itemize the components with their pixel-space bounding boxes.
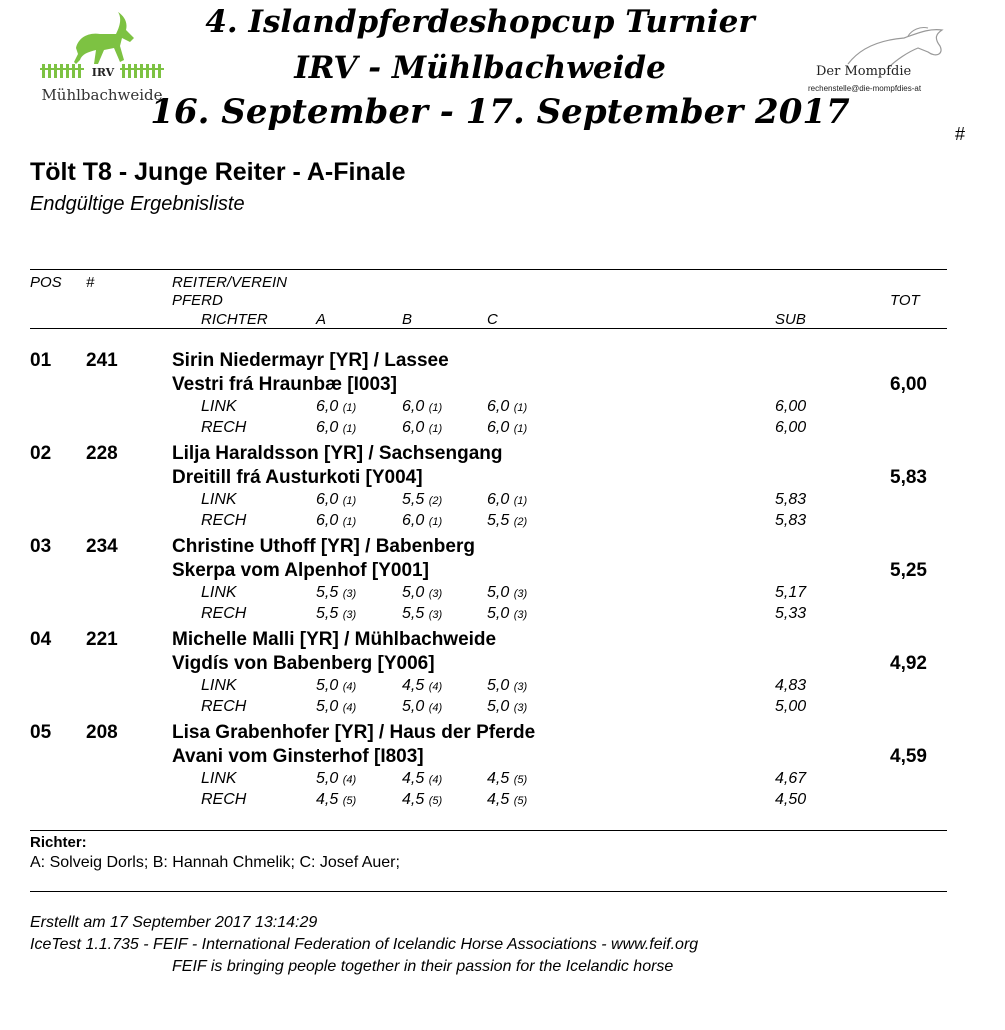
score-value: 5,0 [487,584,510,601]
judge-score-b [402,419,442,437]
judge-score-a [316,770,356,788]
col-a: A [316,311,327,328]
score-rank: (3) [513,702,528,714]
judge-subtotal: 5,33 [775,605,807,622]
judge-score-c [487,419,527,437]
score-value: 4,5 [487,770,510,787]
score-rank: (1) [513,495,528,507]
score-rank: (1) [342,402,357,414]
judge-score-b [402,791,442,809]
result-pos: 05 [30,722,52,743]
judge-score-b [402,770,442,788]
judges-top-rule [30,830,947,831]
result-horse: Vestri frá Hraunbæ [I003] [172,374,397,395]
judge-score-a [316,398,356,416]
score-rank: (3) [428,588,443,600]
score-value: 5,0 [402,698,425,715]
score-rank: (4) [342,681,357,693]
judge-label: RECH [201,605,247,622]
score-rank: (1) [342,516,357,528]
judge-score-c [487,398,527,416]
score-rank: (5) [342,795,357,807]
logo-email: rechenstelle@die-mompfdies-at [808,84,922,93]
judge-label: RECH [201,419,247,436]
judge-subtotal: 5,83 [775,491,807,508]
logo-name: Der Mompfdie [816,64,912,79]
judge-score-a [316,512,356,530]
judge-score-c [487,605,527,623]
result-rider-club: Lilja Haraldsson [YR] / Sachsengang [172,443,503,464]
result-start-number: 241 [86,350,118,371]
score-rank: (4) [428,681,443,693]
judges-text: A: Solveig Dorls; B: Hannah Chmelik; C: Josef Auer; [30,854,400,871]
judge-score-b [402,491,442,509]
score-rank: (3) [428,609,443,621]
score-value: 6,0 [316,512,339,529]
logo-mompfdie [808,24,953,100]
judge-subtotal: 5,17 [775,584,807,601]
score-value: 4,5 [316,791,339,808]
score-value: 4,5 [402,791,425,808]
score-rank: (1) [513,423,528,435]
score-rank: (1) [513,402,528,414]
score-rank: (3) [342,609,357,621]
result-pos: 02 [30,443,52,464]
title-line-3: 16. September - 17. September 2017 [150,92,850,132]
result-start-number: 228 [86,443,118,464]
result-total: 4,59 [890,746,927,767]
score-rank: (3) [513,588,528,600]
judge-subtotal: 6,00 [775,398,807,415]
score-value: 4,5 [402,677,425,694]
result-horse: Skerpa vom Alpenhof [Y001] [172,560,429,581]
score-value: 5,0 [487,698,510,715]
score-rank: (4) [428,774,443,786]
judge-label: RECH [201,512,247,529]
judges-bottom-rule [30,891,947,892]
footer-created: Erstellt am 17 September 2017 13:14:29 [30,914,318,931]
score-value: 6,0 [402,419,425,436]
judge-score-b [402,698,442,716]
hash-mark: # [955,124,966,144]
logo-badge: IRV [91,66,115,79]
score-value: 5,5 [316,605,339,622]
score-rank: (1) [428,516,443,528]
score-value: 6,0 [402,512,425,529]
judge-subtotal: 4,67 [775,770,807,787]
score-rank: (3) [513,609,528,621]
score-rank: (2) [428,495,443,507]
score-rank: (5) [513,795,528,807]
logo-label: Mühlbachweide [41,86,163,104]
judge-score-a [316,605,356,623]
score-rank: (1) [428,423,443,435]
page-title: Tölt T8 - Junge Reiter - A-Finale [30,158,406,186]
result-pos: 01 [30,350,52,371]
result-pos: 04 [30,629,52,650]
judge-score-b [402,512,442,530]
judge-score-a [316,677,356,695]
judge-score-b [402,677,442,695]
score-value: 5,0 [316,770,339,787]
result-pos: 03 [30,536,52,557]
result-horse: Avani vom Ginsterhof [I803] [172,746,424,767]
judge-label: RECH [201,698,247,715]
score-rank: (4) [428,702,443,714]
judge-subtotal: 4,50 [775,791,807,808]
judge-label: LINK [201,584,237,601]
score-value: 5,0 [487,605,510,622]
score-value: 6,0 [487,419,510,436]
score-rank: (1) [342,495,357,507]
header-top-rule [30,269,947,270]
result-total: 5,25 [890,560,927,581]
judge-score-c [487,584,527,602]
result-start-number: 234 [86,536,118,557]
score-value: 5,5 [402,605,425,622]
col-b: B [402,311,413,328]
score-rank: (3) [342,588,357,600]
logo-muehlbachweide [38,8,166,108]
page-subtitle: Endgültige Ergebnisliste [30,193,245,215]
title-line-1: 4. Islandpferdeshopcup Turnier [205,4,755,40]
judge-score-a [316,791,356,809]
result-total: 5,83 [890,467,927,488]
judge-score-a [316,584,356,602]
footer-slogan: FEIF is bringing people together in their passion for the Icelandic horse [172,958,674,975]
judge-score-c [487,791,527,809]
score-rank: (1) [428,402,443,414]
score-value: 5,0 [487,677,510,694]
col-sub: SUB [775,311,806,328]
result-rider-club: Christine Uthoff [YR] / Babenberg [172,536,475,557]
judge-label: LINK [201,677,237,694]
judge-subtotal: 6,00 [775,419,807,436]
score-value: 4,5 [487,791,510,808]
judge-score-a [316,491,356,509]
col-c: C [487,311,498,328]
header-bottom-rule [30,328,947,329]
judge-score-c [487,698,527,716]
judge-score-c [487,770,527,788]
score-value: 6,0 [487,491,510,508]
judge-score-a [316,698,356,716]
judge-label: LINK [201,398,237,415]
result-rider-club: Michelle Malli [YR] / Mühlbachweide [172,629,497,650]
score-rank: (4) [342,774,357,786]
result-total: 4,92 [890,653,927,674]
judge-subtotal: 5,00 [775,698,807,715]
judge-score-c [487,677,527,695]
score-rank: (1) [342,423,357,435]
title-line-2: IRV - Mühlbachweide [294,50,666,86]
score-value: 5,5 [402,491,425,508]
judge-score-b [402,584,442,602]
judge-label: LINK [201,770,237,787]
judge-subtotal: 5,83 [775,512,807,529]
judge-label: RECH [201,791,247,808]
col-pos: POS [30,274,62,291]
score-value: 6,0 [316,398,339,415]
score-value: 6,0 [402,398,425,415]
result-horse: Vigdís von Babenberg [Y006] [172,653,435,674]
col-num: # [86,274,95,291]
score-value: 5,0 [316,698,339,715]
result-start-number: 208 [86,722,118,743]
col-pferd: PFERD [172,292,223,309]
result-rider-club: Lisa Grabenhofer [YR] / Haus der Pferde [172,722,536,743]
col-tot: TOT [890,292,920,309]
result-horse: Dreitill frá Austurkoti [Y004] [172,467,423,488]
judge-score-b [402,398,442,416]
result-rider-club: Sirin Niedermayr [YR] / Lassee [172,350,449,371]
score-rank: (5) [428,795,443,807]
score-rank: (5) [513,774,528,786]
score-rank: (3) [513,681,528,693]
judge-subtotal: 4,83 [775,677,807,694]
score-value: 6,0 [316,419,339,436]
col-richter: RICHTER [201,311,268,328]
result-start-number: 221 [86,629,118,650]
score-value: 5,0 [402,584,425,601]
judge-label: LINK [201,491,237,508]
score-rank: (4) [342,702,357,714]
score-value: 5,5 [487,512,510,529]
judges-heading: Richter: [30,834,87,851]
judge-score-b [402,605,442,623]
score-value: 5,0 [316,677,339,694]
judge-score-c [487,512,527,530]
score-rank: (2) [513,516,528,528]
score-value: 4,5 [402,770,425,787]
score-value: 6,0 [487,398,510,415]
judge-score-a [316,419,356,437]
col-reiter: REITER/VEREIN [172,274,288,291]
judge-score-c [487,491,527,509]
result-total: 6,00 [890,374,927,395]
footer-software: IceTest 1.1.735 - FEIF - International Federation of Icelandic Horse Associations - www.feif.org [30,936,699,953]
score-value: 6,0 [316,491,339,508]
score-value: 5,5 [316,584,339,601]
